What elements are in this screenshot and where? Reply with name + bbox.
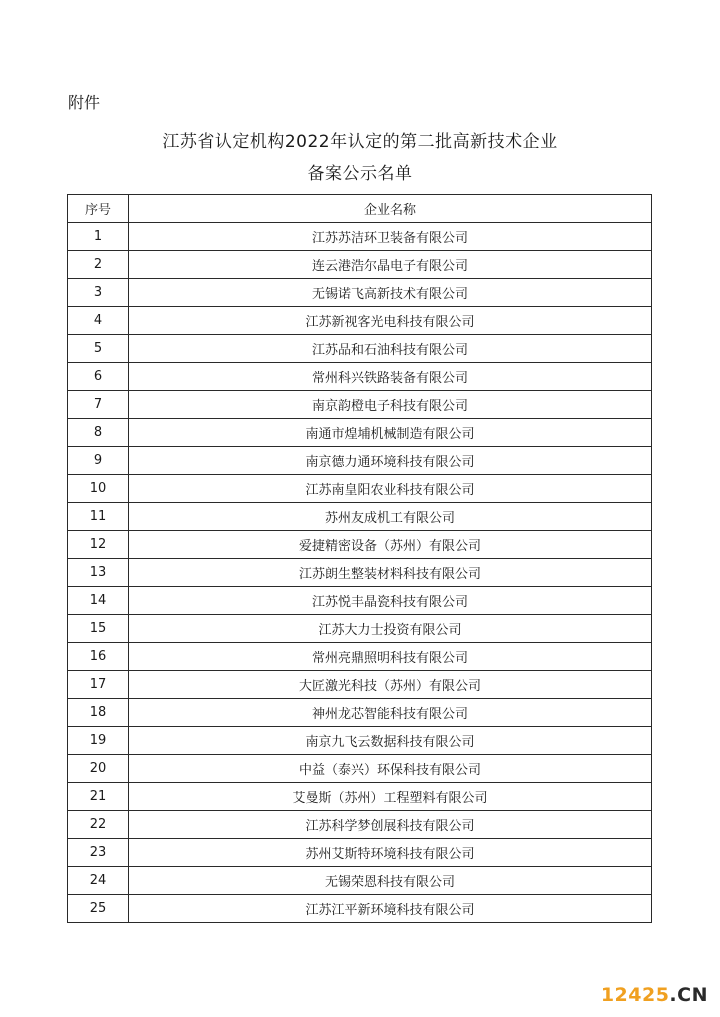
row-seq: 20 [68, 755, 129, 783]
table-header-row [68, 195, 652, 223]
row-company-name: 苏州艾斯特环境科技有限公司 [129, 839, 652, 867]
watermark-number: 12425 [600, 984, 670, 1006]
row-company-name: 艾曼斯（苏州）工程塑料有限公司 [129, 783, 652, 811]
row-company-name: 无锡诺飞高新技术有限公司 [129, 279, 652, 307]
row-seq: 16 [68, 643, 129, 671]
table-row [68, 643, 652, 671]
table-row [68, 895, 652, 923]
row-seq: 13 [68, 559, 129, 587]
row-seq: 2 [68, 251, 129, 279]
row-company-name: 南通市煌埔机械制造有限公司 [129, 419, 652, 447]
row-company-name: 南京韵橙电子科技有限公司 [129, 391, 652, 419]
row-seq: 24 [68, 867, 129, 895]
row-seq: 14 [68, 587, 129, 615]
row-company-name: 大匠激光科技（苏州）有限公司 [129, 671, 652, 699]
site-watermark [601, 983, 708, 1007]
row-seq: 7 [68, 391, 129, 419]
row-seq: 11 [68, 503, 129, 531]
table-row [68, 335, 652, 363]
table-row [68, 559, 652, 587]
row-seq: 25 [68, 895, 129, 923]
row-seq: 15 [68, 615, 129, 643]
table-row [68, 279, 652, 307]
table-row [68, 251, 652, 279]
table-row [68, 447, 652, 475]
table-row [68, 363, 652, 391]
table-row [68, 699, 652, 727]
table-row [68, 391, 652, 419]
row-company-name: 江苏苏洁环卫装备有限公司 [129, 223, 652, 251]
row-seq: 4 [68, 307, 129, 335]
table-row [68, 419, 652, 447]
table-row [68, 223, 652, 251]
watermark-domain: .CN [669, 984, 708, 1006]
table-row [68, 867, 652, 895]
row-company-name: 无锡荣恩科技有限公司 [129, 867, 652, 895]
row-seq: 19 [68, 727, 129, 755]
row-seq: 3 [68, 279, 129, 307]
company-list-table [67, 194, 652, 923]
table-row [68, 755, 652, 783]
row-company-name: 江苏大力士投资有限公司 [129, 615, 652, 643]
row-seq: 9 [68, 447, 129, 475]
row-company-name: 江苏品和石油科技有限公司 [129, 335, 652, 363]
header-company-name: 企业名称 [129, 195, 652, 223]
table-row [68, 475, 652, 503]
row-company-name: 江苏南皇阳农业科技有限公司 [129, 475, 652, 503]
row-seq: 12 [68, 531, 129, 559]
table-row [68, 839, 652, 867]
row-company-name: 南京德力通环境科技有限公司 [129, 447, 652, 475]
row-company-name: 江苏悦丰晶瓷科技有限公司 [129, 587, 652, 615]
row-company-name: 苏州友成机工有限公司 [129, 503, 652, 531]
table-body [68, 223, 652, 923]
row-company-name: 神州龙芯智能科技有限公司 [129, 699, 652, 727]
table-row [68, 615, 652, 643]
row-company-name: 江苏朗生整装材料科技有限公司 [129, 559, 652, 587]
table-row [68, 727, 652, 755]
table-row [68, 587, 652, 615]
document-title-line1: 江苏省认定机构2022年认定的第二批高新技术企业 [162, 132, 558, 152]
row-company-name: 常州亮鼎照明科技有限公司 [129, 643, 652, 671]
row-company-name: 中益（泰兴）环保科技有限公司 [129, 755, 652, 783]
row-seq: 23 [68, 839, 129, 867]
table-row [68, 671, 652, 699]
row-seq: 1 [68, 223, 129, 251]
row-seq: 6 [68, 363, 129, 391]
row-company-name: 江苏新视客光电科技有限公司 [129, 307, 652, 335]
row-company-name: 南京九飞云数据科技有限公司 [129, 727, 652, 755]
row-seq: 22 [68, 811, 129, 839]
row-seq: 8 [68, 419, 129, 447]
table-row [68, 307, 652, 335]
table-row [68, 811, 652, 839]
row-company-name: 江苏江平新环境科技有限公司 [129, 895, 652, 923]
row-seq: 21 [68, 783, 129, 811]
row-seq: 18 [68, 699, 129, 727]
table-row [68, 783, 652, 811]
row-seq: 17 [68, 671, 129, 699]
row-company-name: 常州科兴铁路装备有限公司 [129, 363, 652, 391]
row-seq: 10 [68, 475, 129, 503]
row-company-name: 江苏科学梦创展科技有限公司 [129, 811, 652, 839]
header-seq: 序号 [68, 195, 129, 223]
row-company-name: 连云港浩尔晶电子有限公司 [129, 251, 652, 279]
row-company-name: 爱捷精密设备（苏州）有限公司 [129, 531, 652, 559]
table-row [68, 531, 652, 559]
document-title-line2: 备案公示名单 [307, 164, 413, 184]
row-seq: 5 [68, 335, 129, 363]
table-row [68, 503, 652, 531]
attachment-label: 附件 [68, 93, 101, 112]
